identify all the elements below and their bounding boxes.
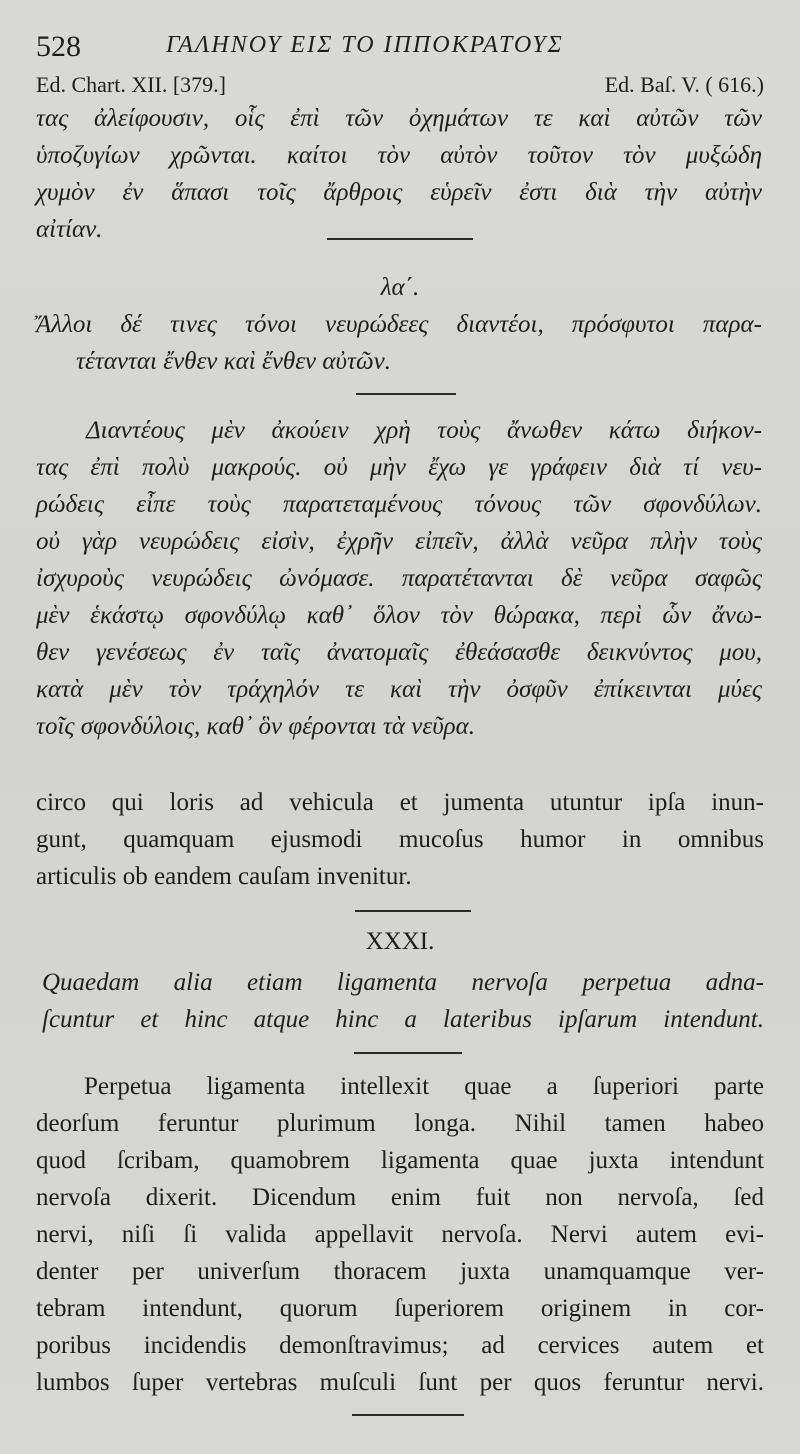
greek-line: τας ἀλείφουσιν, οἷς ἐπὶ τῶν ὀχημάτων τε καὶ αὐτῶν τῶν	[36, 105, 762, 132]
commentary-line: tebram intendunt, quorum ſuperiorem originem in cor-	[36, 1295, 764, 1322]
section-rule	[356, 393, 456, 395]
commentary-line: ἰσχυροὺς νευρώδεις ὠνόμασε. παρατέτανται δὲ νεῦρα σαφῶς	[36, 565, 762, 592]
commentary-line: Διαντέους μὲν ἀκούειν χρὴ τοὺς ἄνωθεν κάτω διήκον-	[86, 417, 762, 444]
greek-section-number: λα΄.	[380, 274, 420, 301]
lemma-line: ſcuntur et hinc atque hinc a lateribus ipſarum intendunt.	[42, 1006, 764, 1033]
section-rule	[352, 1414, 464, 1416]
latin-line: articulis ob eandem cauſam invenitur.	[36, 863, 412, 890]
edition-basel: Ed. Baſ. V. ( 616.)	[604, 72, 764, 97]
running-title: ΓΑΛΗΝΟΥ ΕΙΣ ΤΟ ΙΠΠΟΚΡΑΤΟΥΣ	[166, 32, 564, 58]
commentary-line: οὐ γὰρ νευρώδεις εἰσὶν, ἐχρῆν εἰπεῖν, ἀλλὰ νεῦρα πλὴν τοὺς	[36, 528, 762, 555]
commentary-line: nervoſa dixerit. Dicendum enim fuit non nervoſa, ſed	[36, 1184, 764, 1211]
commentary-line: μὲν ἑκάστῳ σφονδύλῳ καθ᾽ ὅλον τὸν θώρακα, περὶ ὧν ἄνω-	[36, 602, 762, 629]
lemma-line: Quaedam alia etiam ligamenta nervoſa perpetua adna-	[42, 969, 764, 996]
latin-line: gunt, quamquam ejusmodi mucoſus humor in omnibus	[36, 826, 764, 853]
greek-line: χυμὸν ἐν ἅπασι τοῖς ἄρθροις εὑρεῖν ἐστι διὰ τὴν αὐτὴν	[36, 179, 762, 206]
greek-line: ὑποζυγίων χρῶνται. καίτοι τὸν αὐτὸν τοῦτον τὸν μυξώδη	[36, 142, 762, 169]
commentary-line: poribus incidendis demonſtravimus; ad cervices autem et	[36, 1332, 764, 1359]
greek-lemma	[36, 306, 762, 380]
greek-continuation	[36, 100, 762, 248]
commentary-line: Perpetua ligamenta intellexit quae a ſuperiori parte	[84, 1073, 764, 1100]
commentary-line: quod ſcribam, quamobrem ligamenta quae juxta intendunt	[36, 1147, 764, 1174]
commentary-line: lumbos ſuper vertebras muſculi ſunt per quos feruntur nervi.	[36, 1369, 764, 1396]
latin-commentary	[36, 1068, 764, 1401]
page-number: 528	[36, 30, 81, 63]
greek-line: αἰτίαν.	[36, 216, 103, 243]
section-rule	[327, 238, 473, 240]
commentary-line: τας ἐπὶ πολὺ μακρούς. οὐ μὴν ἔχω γε γράφειν διὰ τί νευ-	[36, 454, 762, 481]
commentary-line: ρώδεις εἶπε τοὺς παρατεταμένους τόνους τῶν σφονδύλων.	[36, 491, 762, 518]
commentary-line: τοῖς σφονδύλοις, καθ᾽ ὃν φέρονται τὰ νεῦρα.	[36, 713, 476, 740]
lemma-line: τέτανται ἔνθεν καὶ ἔνθεν αὐτῶν.	[76, 348, 391, 375]
commentary-line: deorſum feruntur plurimum longa. Nihil tamen habeo	[36, 1110, 764, 1137]
edition-line	[36, 72, 764, 102]
latin-section-number: XXXI.	[365, 928, 435, 955]
section-rule	[354, 1052, 462, 1054]
section-rule	[355, 910, 471, 912]
running-head	[36, 30, 764, 66]
commentary-line: θεν γενέσεως ἐν ταῖς ἀνατομαῖς ἐθεάσασθε δεικνύντος μου,	[36, 639, 762, 666]
commentary-line: nervi, niſi ſi valida appellavit nervoſa. Nervi autem evi-	[36, 1221, 764, 1248]
commentary-line: κατὰ μὲν τὸν τράχηλόν τε καὶ τὴν ὀσφῦν ἐπίκεινται μύες	[36, 676, 762, 703]
lemma-line: Ἄλλοι δέ τινες τόνοι νευρώδεες διαντέοι, πρόσφυτοι παρα-	[36, 311, 762, 338]
commentary-line: denter per univerſum thoracem juxta unamquamque ver-	[36, 1258, 764, 1285]
latin-continuation	[36, 784, 764, 895]
latin-lemma	[42, 964, 764, 1038]
edition-chartier: Ed. Chart. XII. [379.]	[36, 72, 227, 97]
latin-line: circo qui loris ad vehicula et jumenta utuntur ipſa inun-	[36, 789, 764, 816]
greek-commentary	[36, 412, 762, 745]
